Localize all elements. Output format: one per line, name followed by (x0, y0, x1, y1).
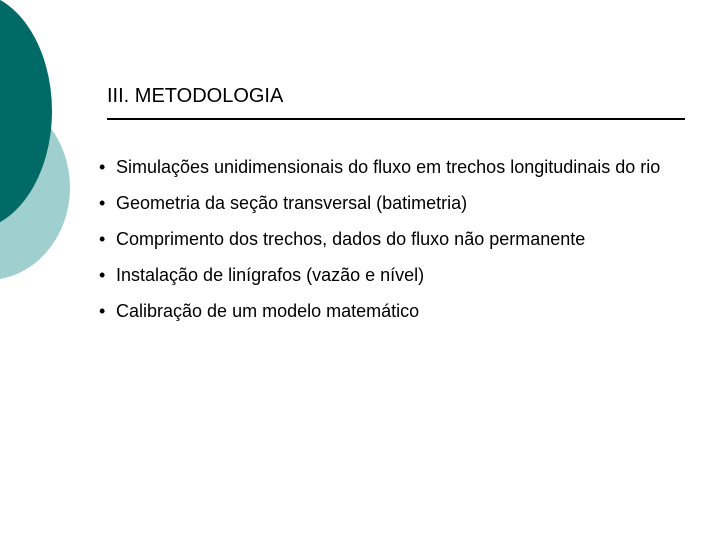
bullet-item (99, 192, 689, 215)
bullet-dot-icon: • (99, 229, 106, 249)
bullet-item (99, 300, 689, 323)
bullet-item (99, 264, 689, 287)
bullet-text: Geometria da seção transversal (batimetria) (116, 193, 468, 213)
bullet-dot-icon: • (99, 193, 106, 213)
bullet-text: Comprimento dos trechos, dados do fluxo não permanente (116, 229, 586, 249)
slide-title: III. METODOLOGIA (107, 85, 284, 107)
title-underline (107, 118, 685, 120)
bullet-text: Simulações unidimensionais do fluxo em trechos longitudinais do rio (116, 157, 661, 177)
bullet-text: Calibração de um modelo matemático (116, 301, 420, 321)
bullet-text: Instalação de linígrafos (vazão e nível) (116, 265, 425, 285)
bullet-dot-icon: • (99, 301, 106, 321)
bullet-list (99, 156, 689, 336)
bullet-item (99, 156, 689, 179)
bullet-dot-icon: • (99, 265, 106, 285)
bullet-item (99, 228, 689, 251)
bullet-dot-icon: • (99, 157, 106, 177)
